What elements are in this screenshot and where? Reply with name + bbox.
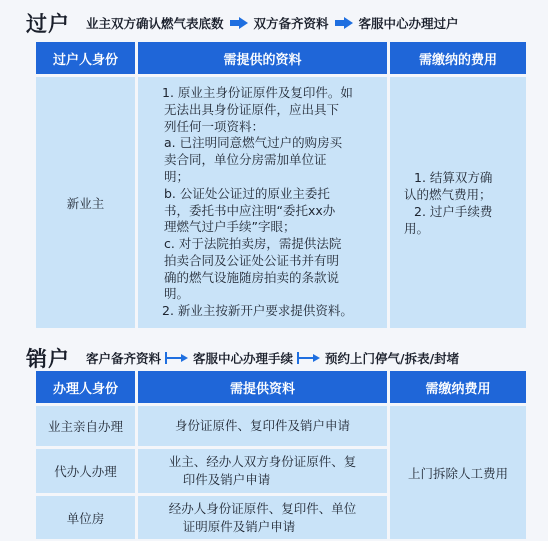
materials-line: b. 公证处公证过的原业主委托 <box>164 185 330 201</box>
materials-line: 理燃气过户手续”字眼； <box>164 219 296 235</box>
cancel-flow-step-1: 客户备齐资料 <box>86 351 162 366</box>
materials-line: 卖合同，单位分房需加单位证 <box>164 152 327 168</box>
materials-line: a. 已注明同意燃气过户的购房买 <box>164 135 343 151</box>
materials-line: 印件及销户申请 <box>182 472 271 487</box>
transfer-flow-step-2: 双方备齐资料 <box>253 16 329 31</box>
arrow-right-icon <box>165 352 189 364</box>
cancel-flow-step-3: 预约上门停气/拆表/封堵 <box>325 351 460 366</box>
materials-line: 无法出具身份证原件，应出具下 <box>164 101 340 117</box>
fees-line: 认的燃气费用； <box>404 186 492 202</box>
materials-line: 书，委托书中应注明“委托xx办 <box>164 202 336 218</box>
transfer-header-materials: 需提供的资料 <box>138 42 387 74</box>
transfer-title: 过户 <box>26 12 70 36</box>
arrow-right-icon <box>297 352 321 364</box>
cancel-header-fees: 需缴纳费用 <box>390 371 526 403</box>
transfer-flow-step-1: 业主双方确认燃气表底数 <box>86 16 224 31</box>
cancel-flow-step-2: 客服中心办理手续 <box>193 351 294 366</box>
cancel-row-materials <box>138 496 387 539</box>
cancel-row-materials <box>138 406 387 446</box>
materials-line: 经办人身份证原件、复印件、单位 <box>168 500 357 516</box>
materials-line: 拍卖合同及公证处公证书并有明 <box>164 252 340 268</box>
transfer-identity: 新业主 <box>36 77 135 328</box>
cancel-header-materials: 需提供资料 <box>138 371 387 403</box>
materials-line: 明。 <box>164 286 190 302</box>
cancel-row-identity: 代办人办理 <box>36 449 135 493</box>
materials-line: 2. 新业主按新开户要求提供资料。 <box>162 303 353 319</box>
fees-line: 用。 <box>404 220 430 236</box>
materials-line: 确的燃气设施随房拍卖的条款说 <box>164 269 340 285</box>
transfer-table <box>36 42 526 328</box>
materials-line: 明； <box>164 168 190 184</box>
cancel-section-header <box>26 343 538 373</box>
materials-line: 1. 原业主身份证原件及复印件。如 <box>162 84 353 100</box>
materials-line: 证明原件及销户申请 <box>182 518 296 534</box>
materials-line: 业主、经办人双方身份证原件、复 <box>168 454 357 469</box>
transfer-header-identity: 过户人身份 <box>36 42 135 74</box>
materials-line: c. 对于法院拍卖房，需提供法院 <box>164 236 342 252</box>
cancel-flow <box>86 349 459 367</box>
cancel-table <box>36 371 526 536</box>
materials-line: 身份证原件、复印件及销户申请 <box>174 418 350 433</box>
cancel-header-identity: 办理人身份 <box>36 371 135 403</box>
arrow-right-icon <box>335 17 353 29</box>
fees-line: 2. 过户手续费 <box>414 203 493 219</box>
transfer-section-header <box>26 8 538 38</box>
cancel-row-materials <box>138 449 387 493</box>
cancel-fee: 上门拆除人工费用 <box>390 406 526 539</box>
transfer-flow <box>86 14 459 32</box>
materials-line: 列任何一项资料： <box>164 118 265 134</box>
cancel-row-identity: 业主亲自办理 <box>36 406 135 446</box>
cancel-title: 销户 <box>26 347 70 371</box>
fees-line: 1. 结算双方确 <box>414 169 493 185</box>
arrow-right-icon <box>230 17 248 29</box>
cancel-row-identity: 单位房 <box>36 496 135 539</box>
transfer-fees <box>390 77 526 328</box>
transfer-materials <box>138 77 387 328</box>
transfer-flow-step-3: 客服中心办理过户 <box>358 16 459 31</box>
transfer-header-fees: 需缴纳的费用 <box>390 42 526 74</box>
